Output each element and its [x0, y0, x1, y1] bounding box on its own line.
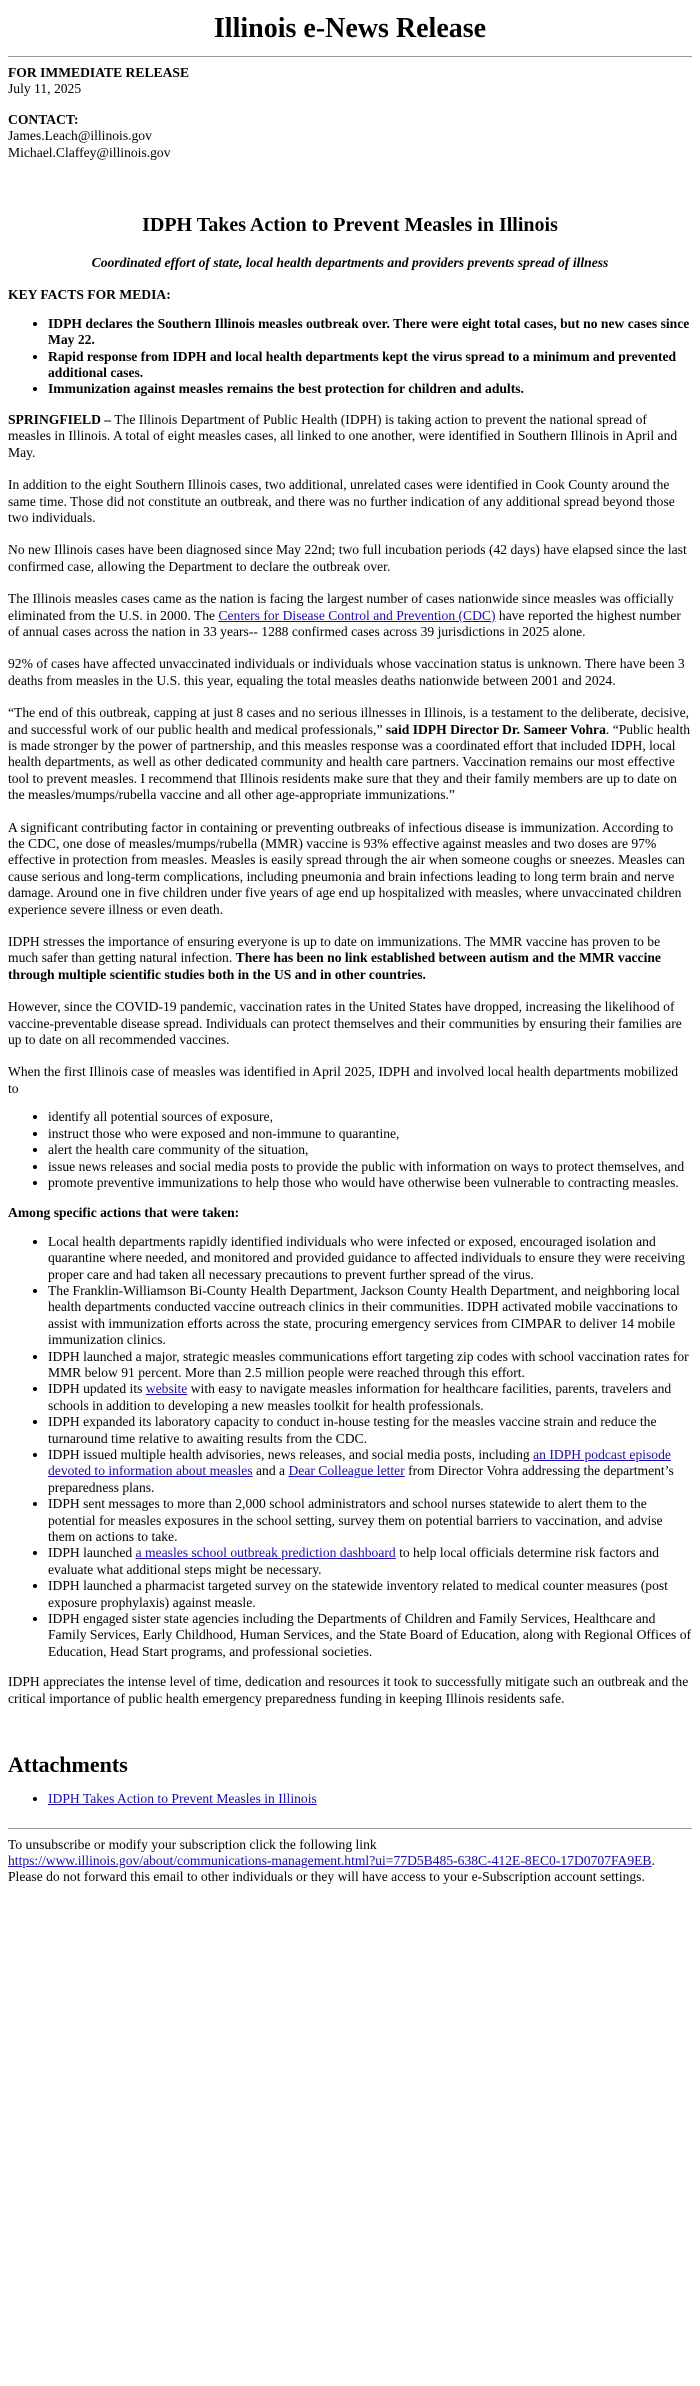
- body-paragraph: When the first Illinois case of measles was identified in April 2025, IDPH and involved local health departments mobilized to: [8, 1064, 679, 1096]
- body-paragraph: However, since the COVID-19 pandemic, vaccination rates in the United States have dropped, increasing the likelihood of vaccine-preventable disease spread. Individuals can protect themselves and their communities by ensuring their families are up to date on all recommended vaccines.: [8, 999, 682, 1048]
- body-paragraph: SPRINGFIELD – The Illinois Department of Public Health (IDPH) is taking action to prevent the national spread of measles in Illinois. A total of eight measles cases, all linked to one another, were identified in Southern Illinois in April and May.: [8, 411, 678, 460]
- dear-colleague-link[interactable]: Dear Colleague letter: [288, 1463, 405, 1479]
- list-item: • Local health departments rapidly identified individuals who were infected or exposed, encouraged isolation and quarantine where needed, and monitored and provided guidance to affected individuals to ensure they were receiving proper care and had taken all necessary precautions to prevent further spread of the virus.: [48, 1234, 692, 1283]
- contact-label: CONTACT:: [8, 111, 79, 127]
- key-facts-list: [8, 316, 692, 398]
- list-item: • issue news releases and social media posts to provide the public with information on ways to protect themselves, and: [48, 1159, 692, 1175]
- release-header: [8, 65, 692, 161]
- masthead-title: Illinois e-News Release: [213, 13, 487, 44]
- body-paragraph: A significant contributing factor in containing or preventing outbreaks of infectious disease is immunization. According to the CDC, one dose of measles/mumps/rubella (MMR) vaccine is 93% effective against measles and two doses are 97% effective in protection from measles. Measles is easily spread through the air when someone coughs or sneezes. Measles can cause serious and long-term complications, including pneumonia and brain infections leading to long term brain and nerve damage. Around one in five children under five years of age end up hospitalized with measles, where unvaccinated children experience severe illness or even death.: [8, 819, 685, 917]
- body-paragraph: IDPH stresses the importance of ensuring everyone is up to date on immunizations. The MMR vaccine has proven to be much safer than getting natural infection. There has been no link established between autism and the MMR vaccine through multiple scientific studies both in the US and in other countries.: [8, 934, 661, 982]
- release-date: July 11, 2025: [8, 81, 82, 97]
- list-item: [48, 1791, 692, 1807]
- unsubscribe-text: To unsubscribe or modify your subscription click the following link: [8, 1836, 377, 1852]
- body-paragraph: In addition to the eight Southern Illinois cases, two additional, unrelated cases were identified in Cook County around the same time. Those did not constitute an outbreak, and there was no further indication of any additional spread beyond those two individuals.: [8, 477, 675, 525]
- release-label: FOR IMMEDIATE RELEASE: [8, 65, 190, 80]
- website-link[interactable]: website: [145, 1381, 188, 1397]
- attachments-list: [8, 1791, 692, 1807]
- list-item: • alert the health care community of the situation,: [48, 1142, 692, 1158]
- quote-attribution: said IDPH Director Dr. Sameer Vohra: [385, 721, 606, 737]
- footer-divider: [8, 1828, 692, 1829]
- headline: IDPH Takes Action to Prevent Measles in Illinois: [142, 214, 558, 237]
- masthead-divider: [8, 56, 692, 57]
- unsubscribe-paragraph: https://www.illinois.gov/about/communications-management.html?ui=77D5B485-638C-412E-8EC0-17D0707FA9EB. Please do not forward this email to other individuals or they will have access to your e-Subscription account settings.: [8, 1852, 655, 1885]
- autism-statement: There has been no link established between autism and the MMR vaccine through multiple scientific studies both in the US and in other countries.: [8, 950, 661, 982]
- subhead: Coordinated effort of state, local health departments and providers prevents spread of illness: [91, 255, 609, 271]
- list-item: • Immunization against measles remains the best protection for children and adults.: [48, 381, 692, 397]
- list-item: • promote preventive immunizations to help those who would have otherwise been vulnerable to contracting measles.: [48, 1175, 692, 1191]
- cdc-link[interactable]: Centers for Disease Control and Prevention (CDC): [218, 607, 496, 623]
- list-item: • IDPH launched a major, strategic measles communications effort targeting zip codes with school vaccination rates for MMR below 91 percent. More than 2.5 million people were reached through this effort.: [48, 1349, 692, 1382]
- body-paragraph: The Illinois measles cases came as the nation is facing the largest number of cases nationwide since measles was officially eliminated from the U.S. in 2000. The Centers for Disease Control and Prevention (CDC) have reported the highest number of annual cases across the nation in 33 years-- 1288 confirmed cases across 39 jurisdictions in 2025 alone.: [8, 591, 681, 639]
- contact-email-2: Michael.Claffey@illinois.gov: [8, 144, 171, 160]
- list-item: • IDPH updated its website with easy to navigate measles information for healthcare facilities, parents, travelers and schools in addition to developing a new measles toolkit for health professionals.: [48, 1381, 692, 1414]
- list-item: • IDPH launched a pharmacist targeted survey on the statewide inventory related to medical counter measures (post exposure prophylaxis) against measle.: [48, 1578, 692, 1611]
- dashboard-link[interactable]: a measles school outbreak prediction dashboard: [135, 1545, 396, 1561]
- list-item: • IDPH sent messages to more than 2,000 school administrators and school nurses statewide to alert them to the potential for measles exposures in the school setting, survey them on potential barriers to vaccination, and advise them on actions to take.: [48, 1496, 692, 1545]
- subscription-management-link[interactable]: https://www.illinois.gov/about/communications-management.html?ui=77D5B485-638C-412E-8EC0-17D0707FA9EB: [8, 1852, 652, 1868]
- actions-list: [8, 1234, 692, 1661]
- list-item: • IDPH declares the Southern Illinois measles outbreak over. There were eight total cases, but no new cases since May 22.: [48, 316, 692, 349]
- podcast-link[interactable]: an IDPH podcast episode devoted to information about measles: [48, 1447, 671, 1479]
- list-item: • Rapid response from IDPH and local health departments kept the virus spread to a minimum and prevented additional cases.: [48, 349, 692, 382]
- key-facts-label: KEY FACTS FOR MEDIA:: [8, 287, 171, 303]
- list-item: • IDPH engaged sister state agencies including the Departments of Children and Family Services, Healthcare and Family Services, Early Childhood, Human Services, and the State Board of Education, along with Regional Offices of Education, Head Start programs, and professional societies.: [48, 1611, 692, 1660]
- list-item: • The Franklin-Williamson Bi-County Health Department, Jackson County Health Department, and neighboring local health departments conducted vaccine outreach clinics in their communities. IDPH activated mobile vaccinations to assist with immunization efforts across the state, procuring emergency services from CIMPAR to deliver 14 mobile immunization clinics.: [48, 1283, 692, 1349]
- body-paragraph: 92% of cases have affected unvaccinated individuals or individuals whose vaccination status is unknown. There have been 3 deaths from measles in the U.S. this year, equaling the total measles deaths nationwide between 2001 and 2024.: [8, 656, 685, 688]
- quote-paragraph: “The end of this outbreak, capping at just 8 cases and no serious illnesses in Illinois, is a testament to the deliberate, decisive, and successful work of our public health and medical professionals,” said IDPH Director Dr. Sameer Vohra. “Public health is made stronger by the power of partnership, and this measles response was a coordinated effort that included IDPH, local health departments, as well as other dedicated community and health care partners. Vaccination remains our most effective tool to prevent measles. I recommend that Illinois residents make sure that they and their family members are up to date on the measles/mumps/rubella vaccine and all other age-appropriate immunizations.”: [8, 705, 691, 803]
- list-item: • instruct those who were exposed and non-immune to quarantine,: [48, 1126, 692, 1142]
- list-item: • IDPH expanded its laboratory capacity to conduct in-house testing for the measles vaccine strain and reduce the turnaround time relative to awaiting results from the CDC.: [48, 1414, 692, 1447]
- list-item: • IDPH launched a measles school outbreak prediction dashboard to help local officials determine risk factors and evaluate what additional steps might be necessary.: [48, 1545, 692, 1578]
- actions-label: Among specific actions that were taken:: [8, 1205, 240, 1221]
- dateline: SPRINGFIELD –: [8, 411, 112, 427]
- closing-paragraph: IDPH appreciates the intense level of time, dedication and resources it took to successfully mitigate such an outbreak and the critical importance of public health emergency preparedness funding in keeping Illinois residents safe.: [8, 1674, 689, 1706]
- contact-email-1: James.Leach@illinois.gov: [8, 128, 152, 144]
- list-item: • identify all potential sources of exposure,: [48, 1109, 692, 1125]
- attachments-heading: Attachments: [8, 1752, 128, 1778]
- attachment-link[interactable]: IDPH Takes Action to Prevent Measles in Illinois: [48, 1791, 317, 1807]
- footer: [8, 1837, 692, 1886]
- list-item: • IDPH issued multiple health advisories, news releases, and social media posts, including an IDPH podcast episode devoted to information about measles and a Dear Colleague letter from Director Vohra addressing the department’s preparedness plans.: [48, 1447, 692, 1496]
- mobilization-list: [8, 1109, 692, 1191]
- body-paragraph: No new Illinois cases have been diagnosed since May 22nd; two full incubation periods (42 days) have elapsed since the last confirmed case, allowing the Department to declare the outbreak over.: [8, 542, 687, 574]
